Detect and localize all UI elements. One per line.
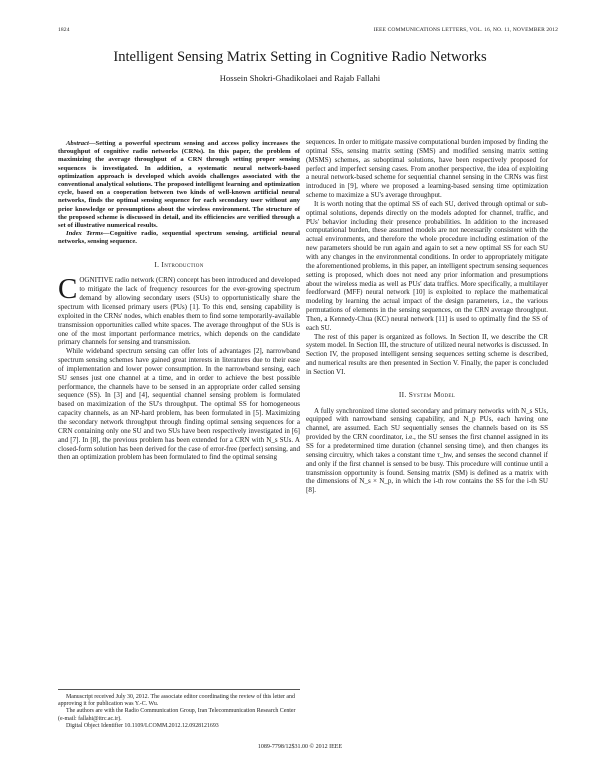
drop-cap: C [58, 273, 78, 306]
intro-paragraph-1-text: OGNITIVE radio network (CRN) concept has been introduced and developed to mitigate the lack of frequency resources for the ever-growing spectrum demand by allowing secondary users (SUs) to opportunistically share the spectrum with licensed primary users (PUs) [1]. To this end, sensing capability is exploited in the CRNs' nodes, which enables them to find some temporarily-available transmission opportunities called white spaces. The average throughput of the SUs is one of the most important performance metrics, which depends on the candidate primary channels for sensing and transmission. [58, 276, 300, 347]
page-number: 1824 [58, 27, 70, 33]
right-column [306, 138, 548, 495]
index-terms-lead: Index Terms [66, 230, 103, 238]
section-heading-system-model: II. System Model [398, 389, 456, 399]
index-terms-text: —Cognitive radio, sequential spectrum sensing, artificial neural networks, sensing sequence. [58, 230, 300, 246]
intro-paragraph-3: sequences. In order to mitigate massive computational burden imposed by finding the optimal SSs, sensing matrix setting (SMS) and modified sensing matrix setting (MSMS) schemes, as suboptimal solutions, have been respectively proposed for perfect and imperfect sensing cases. From another perspective, the idea of exploiting a neural network-based scheme for sequential channel sensing in the CRNs was first introduced in [9], where we proposed a learning-based sensing time optimization scheme to maximize a SU's average throughput. [306, 138, 548, 200]
intro-paragraph-4: It is worth noting that the optimal SS of each SU, derived through optimal or sub-optimal solutions, depends directly on the models adopted for channel, traffic, and PUs' behavior including their presence probabilities. In addition to the increased computational burden, these assumed models are not necessarily consistent with the actual environments, and therefore the whole procedure including estimation of the new parameters should be run again and again to set a new optimal SS for each SU with any changes in the environmental conditions. In order to appropriately mitigate the aforementioned problems, in this paper, an intelligent spectrum sensing sequences setting is proposed, which does not need any prior information and presumptions about the wireless media as well as PUs' data traffics. More specifically, a multilayer feedforward (MFF) neural network [10] is exploited to replace the mathematical modeling by learning the actual impact of the design parameters, i.e., the various permutations of elements in the sensing sequences, on the CRN average throughput. Then, a Kennedy-Chua (KC) neural network [11] is used to optimally find the SS of each SU. [306, 199, 548, 332]
footnote-doi: Digital Object Identifier 10.1109/LCOMM.2012.12.0928121693 [66, 722, 219, 729]
footnote-authors: The authors are with the Radio Communication Group, Iran Telecommunication Research Center (e-mail: fallahi@itrc.ac.ir). [58, 708, 296, 722]
abstract [58, 140, 300, 230]
index-terms [58, 230, 300, 246]
intro-paragraph-1 [58, 273, 300, 347]
abstract-text: —Setting a powerful spectrum sensing and access policy increases the throughput of cognitive radio networks (CRNs). In this paper, the problem of maximizing the average throughput of a CRN through setting proper sensing sequences is investigated. In addition, a systematic neural network-based optimization approach is developed which avoids challenges associated with the conventional analytical solutions. The proposed intelligent learning and optimization cycle, based on a cooperation between two kinds of well-known artificial neural networks, finds the optimal sensing sequence for each secondary user without any prior knowledge or presumptions about the wireless environment. The structure of the proposed scheme is discussed in detail, and its efficiencies are verified through a set of illustrative numerical results. [58, 140, 300, 230]
section-heading-introduction: I. Introduction [154, 259, 204, 269]
footnote-manuscript: Manuscript received July 30, 2012. The associate editor coordinating the review of this letter and approving it for publication was Y.-C. Wu. [58, 694, 295, 708]
intro-paragraph-5: The rest of this paper is organized as follows. In Section II, we describe the CR system model. In Section III, the structure of utilized neural networks is discussed. In Section IV, the proposed intelligent sensing sequences setting scheme is described, and numerical results are then presented in Section V. Finally, the paper is concluded in Section VI. [306, 332, 548, 376]
footnotes [58, 689, 300, 730]
system-model-paragraph-1: A fully synchronized time slotted secondary and primary networks with N_s SUs, equipped with narrowband sensing capability, and N_p PUs, each having one channel, are assumed. Each SU sequentially senses the channels based on its SS provided by the CRN coordinator, i.e., the SU senses the first channel assigned in its SS for a predetermined time duration (channel sensing time), and then changes its sensing circuitry, which takes a constant time τ_hw, and senses the second channel if and only if the first channel is sensed to be busy. This procedure will continue until a transmission opportunity is found. Sensing matrix (SM) is defined as a matrix with the dimensions of N_s × N_p, in which the i-th row contains the SS for the i-th SU [8]. [306, 406, 548, 495]
journal-header: IEEE COMMUNICATIONS LETTERS, VOL. 16, NO. 11, NOVEMBER 2012 [373, 27, 558, 33]
left-column [58, 140, 300, 462]
copyright-line: 1089-7798/12$31.00 © 2012 IEEE [257, 744, 343, 750]
abstract-lead: Abstract [66, 140, 89, 147]
paper-title: Intelligent Sensing Matrix Setting in Cognitive Radio Networks [113, 49, 487, 65]
paper-authors: Hossein Shokri-Ghadikolaei and Rajab Fallahi [219, 73, 381, 83]
intro-paragraph-2: While wideband spectrum sensing can offer lots of advantages [2], narrowband spectrum sensing schemes have gained great interests in literatures due to their ease of implementation and lower power consumption. In the narrowband sensing, each SU senses just one channel at a time, and in order to achieve the best possible performance, the channels have to be sensed in an appropriate order called sensing sequence (SS). In [3] and [4], sequential channel sensing problem is formulated based on maximization of the SU's throughput. The optimal SS for homogeneous capacity channels, as an NP-hard problem, has been formulated in [5]. Maximizing the secondary network throughput through finding optimal sensing sequences for a CRN containing only one SU and two SUs have been respectively investigated in [6] and [7]. In [8], the previous problem has been extended for a CRN with N_s SUs. A closed-form solution has been derived for the case of error-free (perfect) sensing, and then an optimization problem has been formulated to find the optimal sensing [58, 347, 300, 462]
